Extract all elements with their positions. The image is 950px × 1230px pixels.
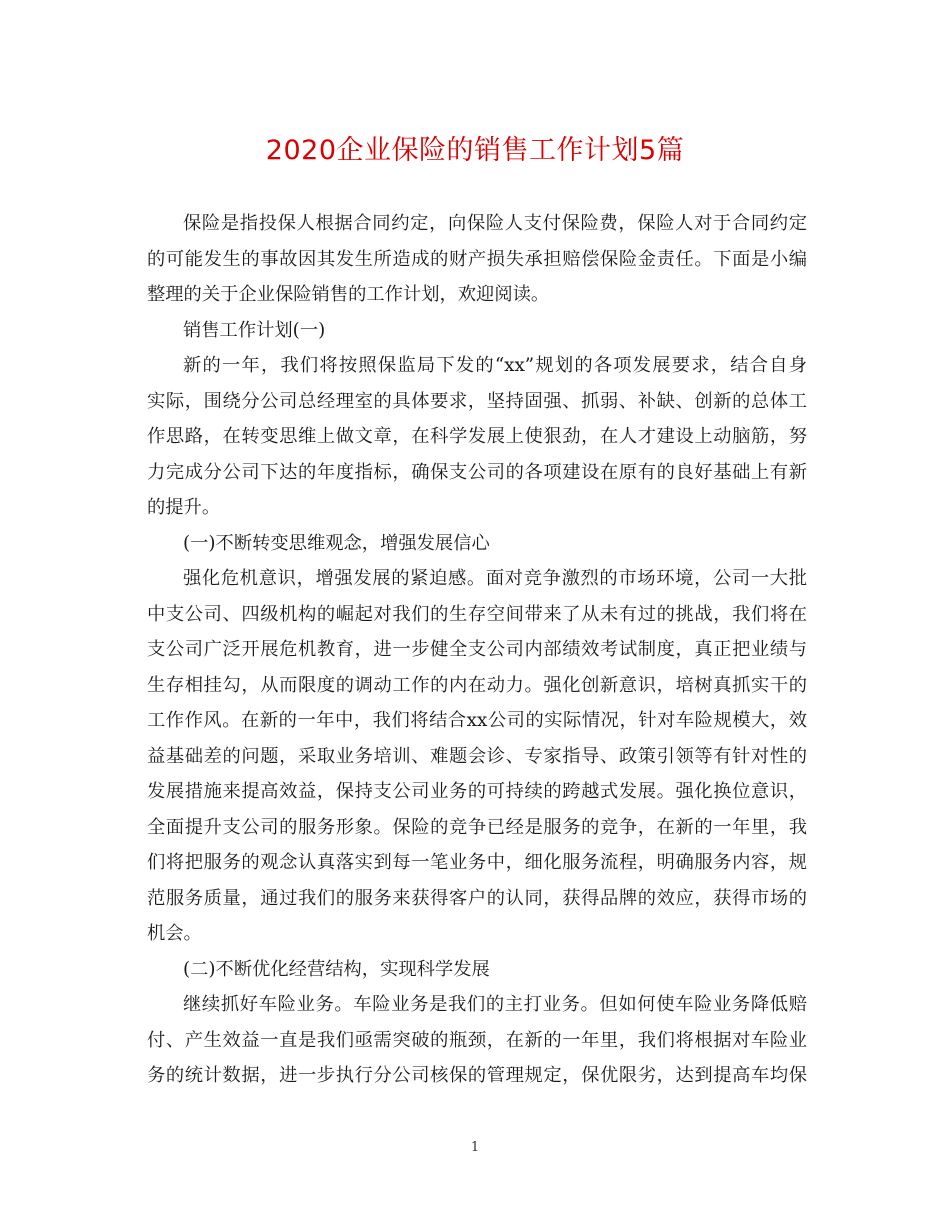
paragraph-intro-line-2: 的可能发生的事故因其发生所造成的财产损失承担赔偿保险金责任。下面是小编 [147, 248, 807, 270]
document-title: 2020企业保险的销售工作计划5篇 [265, 135, 685, 166]
paragraph-two-line-2: 付、产生效益一直是我们亟需突破的瓶颈，在新的一年里，我们将根据对车险业 [147, 1029, 807, 1051]
paragraph-one-line-9: 们将把服务的观念认真落实到每一笔业务中，细化服务流程，明确服务内容，规 [147, 852, 807, 873]
section-heading-plan-1: 销售工作计划(一) [183, 319, 326, 341]
paragraph-one-line-8: 全面提升支公司的服务形象。保险的竞争已经是服务的竞争，在新的一年里，我 [147, 816, 807, 838]
page-number: 1 [470, 1140, 480, 1155]
document-body [147, 206, 807, 1094]
paragraph-one-line-5: 工作作风。在新的一年中，我们将结合xx公司的实际情况，针对车险规模大，效 [147, 710, 807, 731]
subheading-one: (一)不断转变思维观念，增强发展信心 [183, 532, 490, 554]
paragraph-one-line-4: 生存相挂勾，从而限度的调动工作的内在动力。强化创新意识，培树真抓实干的 [147, 674, 807, 696]
paragraph-one-line-1: 强化危机意识，增强发展的紧迫感。面对竞争激烈的市场环境，公司一大批 [183, 568, 807, 589]
paragraph-one-line-3: 支公司广泛开展危机教育，进一步健全支公司内部绩效考试制度，真正把业绩与 [147, 639, 807, 660]
paragraph-one-line-6: 益基础差的问题，采取业务培训、难题会诊、专家指导、政策引领等有针对性的 [147, 745, 807, 767]
paragraph-one-line-7: 发展措施来提高效益，保持支公司业务的可持续的跨越式发展。强化换位意识， [147, 781, 807, 802]
subheading-two: (二)不断优化经营结构，实现科学发展 [183, 958, 490, 980]
paragraph-one-line-11: 机会。 [147, 923, 202, 944]
paragraph-two-line-3: 务的统计数据，进一步执行分公司核保的管理规定，保优限劣，达到提高车均保 [147, 1065, 807, 1086]
paragraph-intro-line-1: 保险是指投保人根据合同约定，向保险人支付保险费，保险人对于合同约定 [183, 213, 807, 234]
paragraph-plan-line-3: 作思路，在转变思维上做文章，在科学发展上使狠劲，在人才建设上动脑筋，努 [147, 426, 807, 447]
paragraph-one-line-2: 中支公司、四级机构的崛起对我们的生存空间带来了从未有过的挑战，我们将在 [147, 603, 807, 625]
paragraph-one-line-10: 范服务质量，通过我们的服务来获得客户的认同，获得品牌的效应，获得市场的 [147, 887, 807, 909]
paragraph-plan-line-2: 实际，围绕分公司总经理室的具体要求，坚持固强、抓弱、补缺、创新的总体工 [147, 390, 807, 412]
paragraph-two-line-1: 继续抓好车险业务。车险业务是我们的主打业务。但如何使车险业务降低赔 [183, 994, 807, 1015]
paragraph-plan-line-4: 力完成分公司下达的年度指标，确保支公司的各项建设在原有的良好基础上有新 [147, 461, 807, 483]
paragraph-intro-line-3: 整理的关于企业保险销售的工作计划，欢迎阅读。 [147, 284, 550, 305]
paragraph-plan-line-1: 新的一年，我们将按照保监局下发的“xx”规划的各项发展要求，结合自身 [183, 355, 807, 376]
paragraph-plan-line-5: 的提升。 [147, 497, 221, 518]
